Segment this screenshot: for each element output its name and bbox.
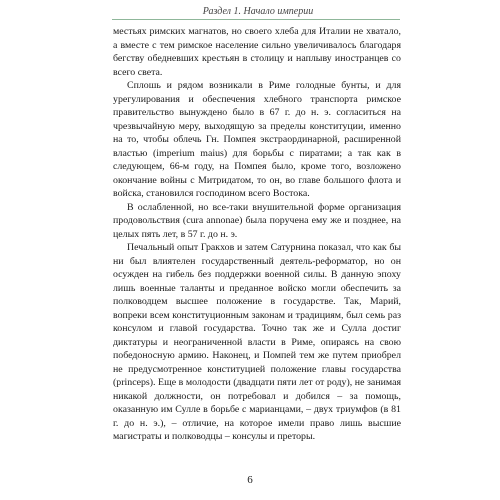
paragraph-4: Печальный опыт Гракхов и затем Сатурнина показал, что как бы ни был влиятелен государственный деятель-реформатор, но он осужден на гибель без поддержки военной силы. В данную эпоху лишь военные таланты и преданное войско могли обеспечить за полководцем высшее положение в государстве. Так, Марий, вопреки всем конституционным законам и традициям, был семь раз консулом и главой государства. Точно так же и Сулла достиг диктатуры и неограниченной власти в Риме, опираясь на свою победоносную армию. Наконец, и Помпей тем же путем приобрел не предусмотренное конституцией положение главы государства (princeps). Еще в молодости (двадцати пяти лет от роду), не занимая никакой должности, он потребовал и добился – за помощь, оказанную им Сулле в борьбе с марианцами, – двух триумфов (в 81 г. до н. э.), – отличие, на которое имели право лишь высшие магистраты и полководцы – консулы и преторы. — [113, 242, 401, 442]
page-number: 6 — [247, 474, 253, 486]
paragraph-1: местьях римских магнатов, но своего хлеба для Италии не хватало, а вместе с тем римское население сильно увеличивалось благодаря бегству обедневших крестьян в столицу и наплыву иностранцев со всего света. — [113, 26, 401, 78]
running-head: Раздел 1. Начало империи — [202, 6, 314, 17]
paragraph-3: В ослабленной, но все-таки внушительной форме организация продовольствия (cura annonae) была поручена ему же и позднее, на целых пять лет, в 57 г. до н. э. — [113, 201, 401, 240]
header-rule — [112, 19, 400, 20]
paragraph-2: Сплошь и рядом возникали в Риме голодные бунты, и для урегулирования и обеспечения хлебного транспорта римское правительство вынуждено было в 67 г. до н. э. согласиться на чрезвычайную меру, выходящую за пределы конституции, именно на то, чтобы облечь Гн. Помпея экстраординарной, расширенной властью (imperium maius) для борьбы с пиратами; а так как в следующем, 66-м году, на Помпея было, кроме того, возложено окончание войны с Митридатом, то он, во главе большого флота и войска, становился господином всего Востока. — [113, 80, 401, 199]
body-text — [113, 25, 401, 444]
